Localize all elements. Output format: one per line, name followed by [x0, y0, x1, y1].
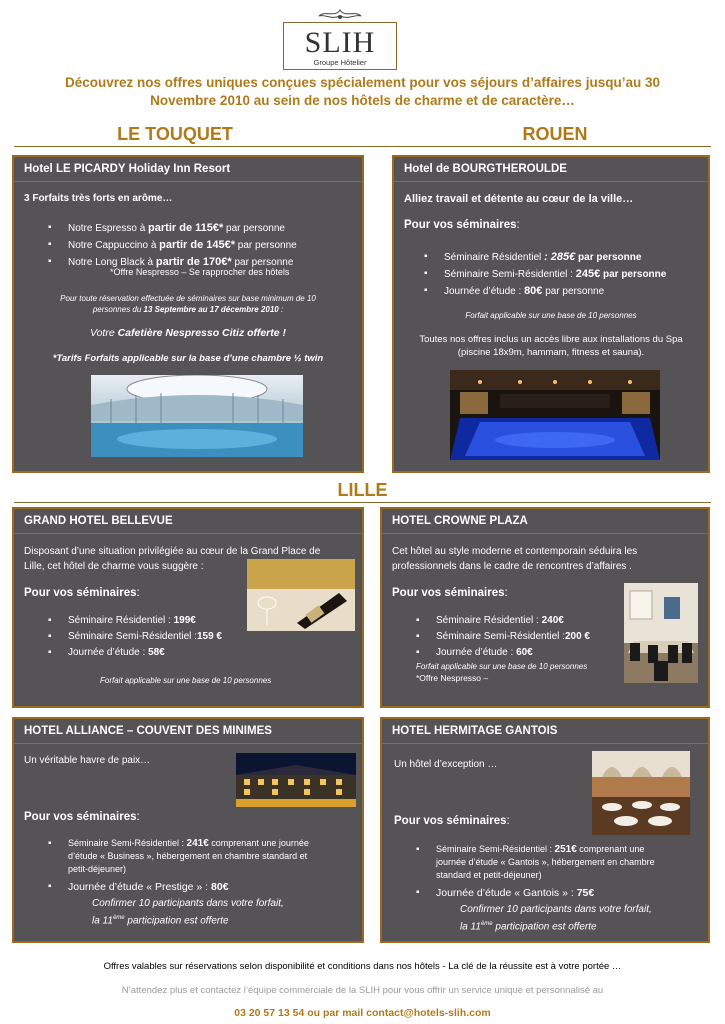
- list-item: ▪ Séminaire Semi-Résidentiel : 251€ comprenant une journée d’étude « Gantois », hébergement en chambre standard et petit-déjeuner): [416, 843, 702, 882]
- tagline: Alliez travail et détente au cœur de la ville…: [404, 193, 634, 205]
- list-item: ▪ Journée d’étude « Prestige » : 80€: [48, 879, 348, 895]
- list-item: ▪ Séminaire Semi-Résidentiel :200 €: [416, 629, 590, 645]
- list-item: ▪ Séminaire Résidentiel : 199€: [48, 613, 222, 629]
- tagline: 3 Forfaits très forts en arôme…: [24, 193, 173, 204]
- list-item: ▪ Séminaire Résidentiel : 240€: [416, 613, 590, 629]
- event-hall-photo: [592, 751, 690, 835]
- phone-number: 03 20 57 13 54 ou par mail: [234, 1007, 367, 1019]
- hotel-title: Hotel LE PICARDY Holiday Inn Resort: [24, 163, 231, 175]
- list-item: ▪ Séminaire Résidentiel : 285€ par personne: [424, 249, 666, 266]
- hotel-description: Un hôtel d’exception …: [394, 759, 498, 770]
- hotel-title: HOTEL ALLIANCE – COUVENT DES MINIMES: [24, 725, 272, 737]
- list-item: ▪ Séminaire Semi-Résidentiel : 241€ comprenant une journée d’étude « Business », hébergement en chambre standard et petit-déjeuner): [48, 837, 348, 876]
- list-item: ▪ Notre Long Black à partir de 170€* par personne: [48, 254, 297, 271]
- hotel-night-photo: [236, 753, 356, 807]
- tarifs-note: *Tarifs Forfaits applicable sur la base d’une chambre ½ twin: [52, 353, 324, 364]
- reservation-note: Pour toute réservation effectuée de séminaires sur base minimum de 10 personnes du 13 Septembre au 17 décembre 2010 :: [60, 294, 316, 314]
- intro-line-2: Novembre 2010 au sein de nos hôtels de charme et de caractère…: [150, 93, 575, 108]
- divider: [14, 502, 711, 503]
- wine-photo: [247, 559, 355, 631]
- list-item: ▪ Journée d’étude : 58€: [48, 645, 222, 661]
- list-item: ▪ Notre Cappuccino à partir de 145€* par personne: [48, 237, 297, 254]
- city-le-touquet: LE TOUQUET: [117, 124, 233, 144]
- hotel-description: Un véritable havre de paix…: [24, 755, 151, 766]
- slih-logo: [283, 8, 397, 70]
- hotel-title: Hotel de BOURGTHEROULDE: [404, 163, 567, 175]
- logo-subtitle: Groupe Hôtelier: [313, 58, 367, 67]
- meeting-room-photo: [624, 583, 698, 683]
- offer-nespresso-note: *Offre Nespresso – Se rapprocher des hôtels: [110, 267, 290, 277]
- list-item: ▪ Journée d’étude : 60€: [416, 645, 590, 661]
- hotel-description: Cet hôtel au style moderne et contemporain séduira les professionnels dans le cadre de rencontres d’affaires .: [392, 546, 638, 572]
- footer-contact-invite: N’attendez plus et contactez l’équipe commerciale de la SLIH pour vous offrir un service unique et personnalisé au: [121, 985, 604, 996]
- pool-photo: [91, 375, 303, 457]
- price-list: [48, 837, 348, 895]
- seminaires-heading: Pour vos séminaires:: [24, 587, 140, 599]
- hotel-title: GRAND HOTEL BELLEVUE: [24, 515, 173, 527]
- forfait-note: Forfait applicable sur une base de 10 personnes: [100, 676, 272, 685]
- list-item: ▪ Notre Espresso à partir de 115€* par personne: [48, 220, 297, 237]
- list-item: ▪ Séminaire Semi-Résidentiel :159 €: [48, 629, 222, 645]
- seminaires-heading: Pour vos séminaires:: [392, 587, 508, 599]
- divider: [14, 146, 711, 147]
- panel-alliance: [12, 717, 364, 943]
- intro-text: [40, 74, 685, 110]
- cafetiere-offer: Votre Cafetière Nespresso Citiz offerte !: [89, 327, 287, 339]
- spa-note: Toutes nos offres inclus un accès libre aux installations du Spa (piscine 18x9m, hammam, fitness et sauna).: [419, 334, 683, 358]
- list-item: ▪ Séminaire Semi-Résidentiel : 245€ par personne: [424, 266, 666, 283]
- nespresso-note: *Offre Nespresso –: [416, 673, 489, 683]
- price-list: [48, 613, 222, 661]
- panel-hermitage: [380, 717, 710, 943]
- seminaires-heading: Pour vos séminaires:: [404, 219, 520, 231]
- panel-bellevue: [12, 507, 364, 708]
- hotel-title: HOTEL HERMITAGE GANTOIS: [392, 725, 558, 737]
- logo-text: SLIH: [304, 26, 376, 59]
- panel-bourgtheroulde: [392, 155, 710, 473]
- forfait-note: Forfait applicable sur une base de 10 personnes: [465, 311, 637, 320]
- seminaires-heading: Pour vos séminaires:: [394, 815, 510, 827]
- footer-contact: [0, 1007, 725, 1019]
- panel-picardy: [12, 155, 364, 473]
- city-rouen: ROUEN: [522, 124, 588, 144]
- intro-line-1: Découvrez nos offres uniques conçues spécialement pour vos séjours d’affaires jusqu’au 30: [65, 75, 660, 90]
- email-link[interactable]: contact@hotels-slih.com: [366, 1007, 491, 1019]
- price-list: [416, 843, 702, 901]
- hotel-description: Disposant d’une situation privilégiée au cœur de la Grand Place de Lille, cet hôtel de charme vous suggère :: [24, 546, 321, 572]
- panel-crowne-plaza: [380, 507, 710, 708]
- hotel-title: HOTEL CROWNE PLAZA: [392, 515, 528, 527]
- package-list: [48, 220, 297, 271]
- city-lille: LILLE: [337, 480, 388, 500]
- list-item: ▪ Journée d’étude : 80€ par personne: [424, 283, 666, 300]
- price-list: [424, 249, 666, 300]
- spa-pool-photo: [450, 370, 660, 460]
- seminaires-heading: Pour vos séminaires:: [24, 811, 140, 823]
- confirm-note: Confirmer 10 participants dans votre forfait, la 11ème participation est offerte: [92, 898, 284, 927]
- footer-conditions: Offres valables sur réservations selon disponibilité et conditions dans nos hôtels - La clé de la réussite est à votre portée …: [103, 961, 622, 972]
- price-list: [416, 613, 590, 661]
- list-item: ▪ Journée d’étude « Gantois » : 75€: [416, 885, 702, 901]
- confirm-note: Confirmer 10 participants dans votre forfait, la 11ème participation est offerte: [460, 904, 652, 933]
- forfait-note: Forfait applicable sur une base de 10 personnes: [416, 662, 588, 671]
